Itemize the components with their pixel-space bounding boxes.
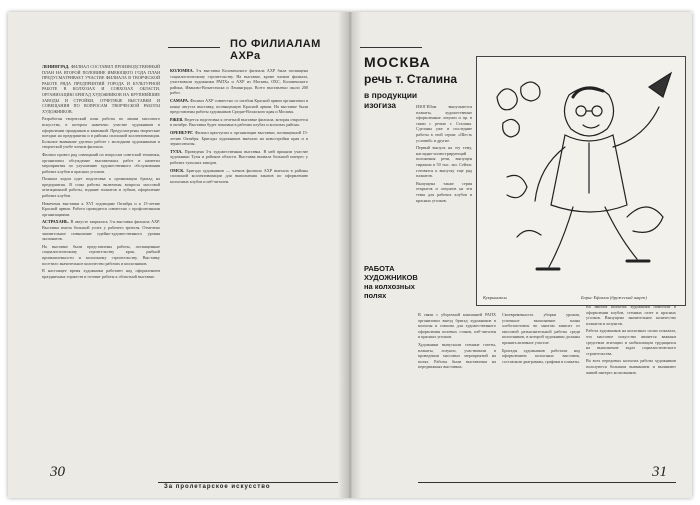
- footer-text: За пролетарское искусство: [164, 484, 271, 490]
- speech-subtitle-line: изогиза: [364, 100, 397, 110]
- lead-astrakhan: АСТРАХАНЬ.: [42, 219, 69, 225]
- caption-right: Борис Ефимов (дружеский шарж): [581, 295, 648, 300]
- lead-rzhev: РЖЕВ.: [170, 116, 184, 122]
- work-title-line: ХУДОЖНИКОВ: [364, 273, 418, 282]
- lead-orenburg: ОРЕНБУРГ.: [170, 129, 194, 135]
- header-rule-left: [168, 47, 220, 48]
- right-column-2: Своевременность уборки урожая, успешное выполнение плана хлебозаготовок во многом зависит от массовой разъяснительной работы среди колхозников, в которой художники должны принять активное участие. Бригады художников работали над оформлением колхозных выставок, составляли диаграммы, графики и плакаты.: [502, 312, 580, 364]
- caricature-drawing: [477, 57, 685, 305]
- lead-leningrad: ЛЕНИНГРАД.: [42, 64, 70, 69]
- lead-samara: САМАРА.: [170, 97, 189, 103]
- lead-omsk: ОМСК.: [170, 167, 185, 173]
- section-header: ПО ФИЛИАЛАМ АХРа: [230, 38, 321, 62]
- city-title: МОСКВА: [364, 54, 431, 70]
- header-rule-right: [360, 47, 422, 48]
- caricature-illustration: [476, 56, 686, 306]
- work-title-line: на колхозных: [364, 282, 415, 291]
- right-column-1: В связи с уборочной кампанией РАПХ организовал выезд бригад художников в колхозы и совхозы для художественного оформления полевых станов, изб-читален и красных уголков. Художники выпускали стенные газеты, плакаты, лозунги, участвовали в проведении массовых мероприятий на полях. Работы были выставлены на передвижных выставках.: [418, 312, 496, 370]
- left-page: [8, 12, 350, 498]
- work-title-line: полях: [364, 291, 387, 300]
- footer-rule-right: [418, 482, 676, 483]
- left-page-number: 30: [50, 464, 65, 480]
- magazine-spread: [8, 12, 692, 498]
- left-column-2: КОЛОМНА. 3-я выставка Коломенского филиала АХР была посвящена социалистическому строительству. На выставке, кроме членов филиала, участвовали художники РАПХа и АХР из Москвы, ОХС, Коломенского района, Иваново-Вознесенска и Ленинграда. Всего выставлено около 200 работ. САМАРА. Филиал АХР совместно со штабом Красной армии организовал в конце августа выставку, посвященную Красной армии. На выставке были представлены работы художников Средне-Волжского края и Москвы. РЖЕВ. Ведется подготовка к отчетной выставке филиала, которая откроется в октябре. Выставка будет показана в рабочих клубах и колхозах района. ОРЕНБУРГ. Филиал приступил к организации выставки, посвященной 15-летию Октября. Бригады художников выехали на новостройки края и в зерносовхозы. ТУЛА. Проведена 3-я художественная выставка. В ней приняли участие художники Тулы и районов области. Выставка вызвала большой интерес у рабочих тульских заводов. ОМСК. Бригада художников — членов филиала АХР выехала в районы сплошной коллективизации для выполнения заказов по оформлению колхозных клубов и изб-читален.: [170, 68, 308, 184]
- speech-title: речь т. Сталина: [364, 72, 458, 86]
- footer-rule-left: [158, 482, 338, 483]
- right-column-intro: ИЗОГИЗом выпускаются плакаты, художественно оформленные лозунги и пр. в связи с речью т. Сталина. Сделаны уже и последние работы в этой серии: «Шесть условий» и другие. Первый выпуск на эту тему, наглядно-иллюстрирующий положения речи, выпущен тиражом в 50 тыс. экз. Сейчас готовятся к выпуску еще ряд плакатов. Выпущена также серия открыток и лозунгов на эти темы для рабочих клубов и красных уголков.: [416, 104, 472, 203]
- speech-subtitle-line: в продукции: [364, 90, 418, 100]
- right-column-3: Во многих колхозах художники помогали в оформлении клубов, стенных газет и красных уголков. Выпущено значительное количество плакатов и лозунгов. Работа художников на колхозных полях показала, что массовое искусство является важным средством агитации и мобилизации трудящихся на выполнение задач социалистического строительства. Во всех передовых колхозах работы художников пользуются большим вниманием и вызывают живой интерес колхозников.: [586, 304, 676, 375]
- lead-kolomna: КОЛОМНА.: [170, 68, 194, 73]
- left-column-1: ЛЕНИНГРАД. ФИЛИАЛ СОСТАВИЛ ПРОИЗВОДСТВЕННЫЙ ПЛАН НА ВТОРОЙ ПОЛОВИНЕ ИМЕЮЩЕГО ГОДА ПЛАН ПРЕДУСМАТРИВАЕТ УЧАСТИЕ ФИЛИАЛА В ТВОРЧЕСКОЙ РАБОТЕ РЯДА ПРЕДПРИЯТИЙ ГОРОДА И КУЛЬТУРНОЙ РАБОТЕ В КОЛХОЗАХ И СОВХОЗАХ ОБЛАСТИ, ОРГАНИЗАЦИЮ БРИГАД ХУДОЖНИКОВ НА КРУПНЕЙШИЕ ЗАВОДЫ И СТРОЙКИ, ОТЧЕТНЫЕ ВЫСТАВКИ И СОВЕЩАНИЯ ПО ВОПРОСАМ ТВОРЧЕСКОЙ РАБОТЫ ХУДОЖНИКОВ. Разработан творческий план работы по линии массового искусства, в котором намечено участие художников в оформлении праздников и кампаний. Предусмотрены творческие поездки на предприятия и в районы сплошной коллективизации. Большое внимание уделено работе с молодыми художниками и творческой учебе членов филиала. Филиал провел ряд совещаний по вопросам советской тематики, организовал обсуждение выставочных работ и наметил мероприятия по улучшению художественного обслуживания рабочих клубов и красных уголков. Полным ходом идет подготовка к организации бригад на предприятия. В план работы включены вопросы массовой агитационной работы, издание плакатов и лубков, оформление рабочих клубов. Намечены выставки к XVI годовщине Октября и к 15-летию Красной армии. Работа проводится совместно с профсоюзными организациями. АСТРАХАНЬ. В августе закрылась 3-я выставка филиала АХР. Выставка имела большой успех у рабочего зрителя. Отмечено значительное повышение идейно-художественного уровня экспонатов. На выставке были представлены работы, посвященные социалистическому строительству края, рыбной промышленности и колхозному строительству. Выставку посетило значительное количество рабочих и колхозников. В настоящее время художники работают над оформлением праздничных торжеств и готовят работы к областной выставке.: [42, 64, 160, 279]
- lead-tula: ТУЛА.: [170, 148, 183, 154]
- work-title: [364, 264, 418, 300]
- right-page-number: 31: [652, 464, 667, 480]
- caption-left: Кукрыниксы: [483, 295, 507, 300]
- speech-subtitle: [364, 90, 417, 110]
- book-gutter: [338, 12, 362, 498]
- work-title-line: РАБОТА: [364, 264, 395, 273]
